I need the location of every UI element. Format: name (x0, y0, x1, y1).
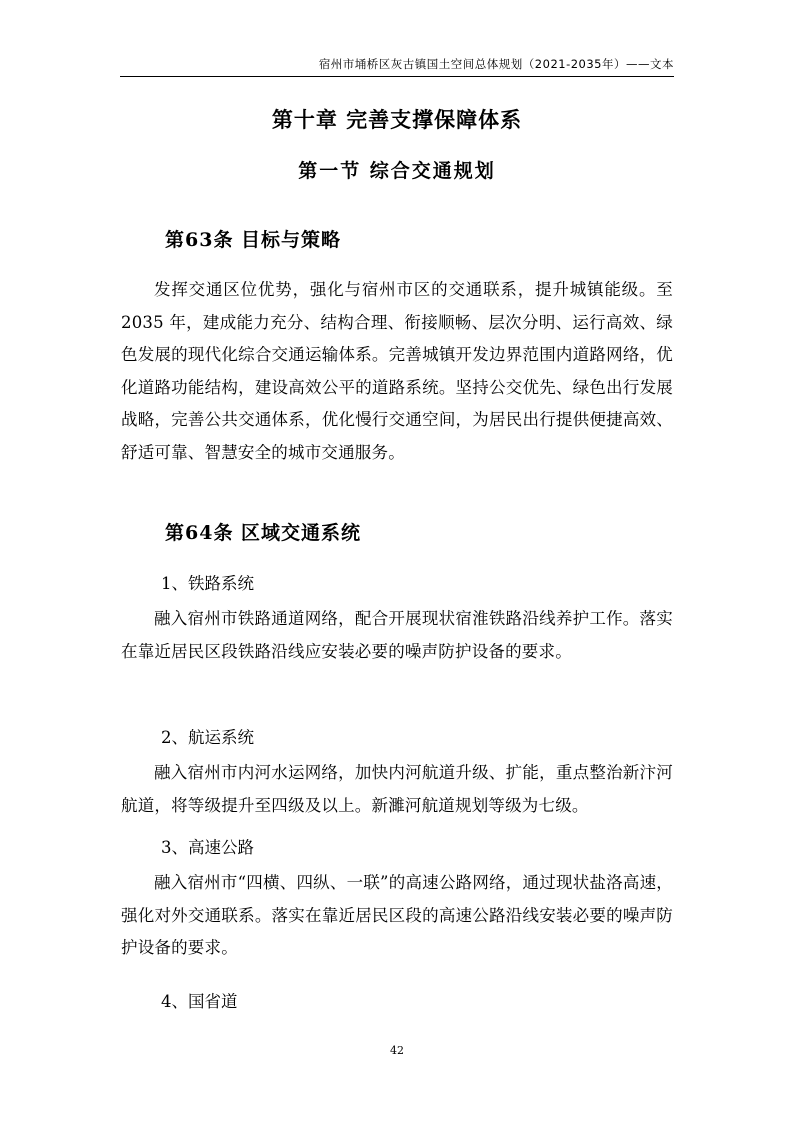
page-header: 宿州市埇桥区灰古镇国土空间总体规划（2021-2035年）——文本 (318, 57, 674, 71)
item-national-road-heading: 4、国省道 (161, 992, 238, 1011)
item-shipping-heading: 2、航运系统 (161, 728, 254, 747)
item-shipping-body: 融入宿州市内河水运网络，加快内河航道升级、扩能，重点整治新汴河航道，将等级提升至四级及以上。新濉河航道规划等级为七级。 (121, 763, 673, 815)
article-64-title: 第64条 区域交通系统 (165, 522, 362, 544)
header-divider (120, 76, 674, 77)
item-railway-body: 融入宿州市铁路通道网络，配合开展现状宿淮铁路沿线养护工作。落实在靠近居民区段铁路沿线应安装必要的噪声防护设备的要求。 (121, 609, 673, 661)
chapter-title: 第十章 完善支撑保障体系 (271, 108, 523, 132)
item-expressway-heading: 3、高速公路 (161, 838, 254, 857)
article-63-body: 发挥交通区位优势，强化与宿州市区的交通联系，提升城镇能级。至 2035 年，建成能力充分、结构合理、衔接顺畅、层次分明、运行高效、绿色发展的现代化综合交通运输体系。完善城镇开发边界范围内道路网络，优化道路功能结构，建设高效公平的道路系统。坚持公交优先、绿色出行发展战略，完善公共交通体系，优化慢行交通空间，为居民出行提供便捷高效、舒适可靠、智慧安全的城市交通服务。 (121, 280, 673, 462)
section-title: 第一节 综合交通规划 (298, 160, 496, 182)
article-63-title: 第63条 目标与策略 (165, 229, 342, 251)
page-number: 42 (390, 1044, 404, 1057)
item-expressway-body: 融入宿州市“四横、四纵、一联”的高速公路网络，通过现状盐洛高速，强化对外交通联系。落实在靠近居民区段的高速公路沿线安装必要的噪声防护设备的要求。 (121, 873, 673, 957)
item-railway-heading: 1、铁路系统 (161, 574, 254, 593)
